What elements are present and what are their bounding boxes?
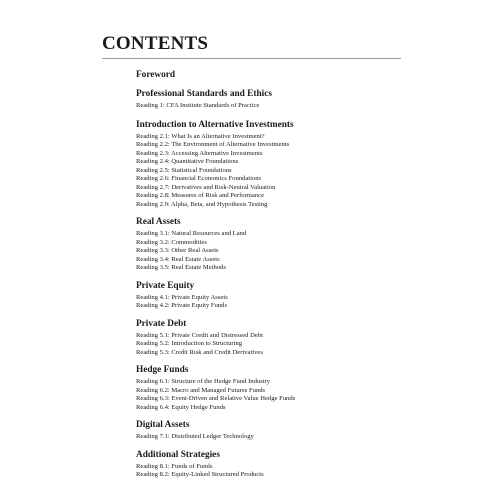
section-heading[interactable]: Additional Strategies <box>136 449 220 460</box>
reading-item[interactable]: Reading 6.2: Macro and Managed Futures Funds <box>136 386 266 394</box>
toc-section-additional-strategies <box>136 450 436 480</box>
section-heading[interactable]: Introduction to Alternative Investments <box>136 119 294 130</box>
toc-section-intro-alternative <box>136 120 436 210</box>
reading-item[interactable]: Reading 2.5: Statistical Foundations <box>136 166 232 174</box>
reading-item[interactable]: Reading 2.3: Accessing Alternative Investments <box>136 149 263 157</box>
reading-item[interactable]: Reading 3.1: Natural Resources and Land <box>136 230 247 237</box>
reading-item[interactable]: Reading 2.4: Quantitative Foundations <box>136 158 239 165</box>
toc-section-hedge-funds <box>136 365 436 412</box>
reading-item[interactable]: Reading 2.2: The Environment of Alternative Investments <box>136 141 290 148</box>
toc-section-private-debt <box>136 319 436 358</box>
reading-item[interactable]: Reading 5.3: Credit Risk and Credit Derivatives <box>136 348 263 356</box>
reading-item[interactable]: Reading 1: CFA Institute Standards of Practice <box>136 102 260 109</box>
reading-item[interactable]: Reading 4.1: Private Equity Assets <box>136 293 228 301</box>
section-heading[interactable]: Professional Standards and Ethics <box>136 89 272 99</box>
reading-item[interactable]: Reading 6.1: Structure of the Hedge Fund Industry <box>136 378 271 385</box>
table-of-contents <box>136 70 436 480</box>
page-title: CONTENTS <box>102 33 209 54</box>
reading-item[interactable]: Reading 2.7: Derivatives and Risk-Neutral Valuation <box>136 183 276 191</box>
reading-item[interactable]: Reading 4.2: Private Equity Funds <box>136 302 228 309</box>
toc-section-foreword <box>136 70 436 81</box>
title-divider <box>102 58 401 59</box>
toc-section-real-assets <box>136 217 436 273</box>
reading-item[interactable]: Reading 7.1: Distributed Ledger Technology <box>136 433 254 440</box>
section-heading[interactable]: Hedge Funds <box>136 365 189 375</box>
reading-item[interactable]: Reading 3.4: Real Estate Assets <box>136 255 220 263</box>
reading-item[interactable]: Reading 3.5: Real Estate Methods <box>136 264 226 271</box>
reading-item[interactable]: Reading 2.8: Measures of Risk and Performance <box>136 192 264 199</box>
reading-item[interactable]: Reading 8.2: Equity-Linked Structured Products <box>136 471 264 478</box>
reading-item[interactable]: Reading 3.3: Other Real Assets <box>136 247 219 254</box>
reading-item[interactable]: Reading 8.1: Funds of Funds <box>136 462 213 470</box>
reading-item[interactable]: Reading 6.3: Event-Driven and Relative Value Hedge Funds <box>136 395 296 402</box>
section-heading[interactable]: Private Debt <box>136 318 187 329</box>
reading-item[interactable]: Reading 2.6: Financial Economics Foundations <box>136 175 262 182</box>
reading-item[interactable]: Reading 2.1: What Is an Alternative Investment? <box>136 132 265 140</box>
reading-item[interactable]: Reading 2.9: Alpha, Beta, and Hypothesis Testing <box>136 200 268 208</box>
section-heading[interactable]: Foreword <box>136 70 176 80</box>
section-heading[interactable]: Digital Assets <box>136 420 190 430</box>
reading-item[interactable]: Reading 6.4: Equity Hedge Funds <box>136 403 226 411</box>
toc-section-digital-assets <box>136 420 436 442</box>
section-heading[interactable]: Real Assets <box>136 217 181 227</box>
reading-item[interactable]: Reading 5.2: Introduction to Structuring <box>136 340 243 347</box>
reading-item[interactable]: Reading 5.1: Private Credit and Distressed Debt <box>136 331 263 339</box>
toc-section-professional-standards <box>136 89 436 111</box>
section-heading[interactable]: Private Equity <box>136 280 195 291</box>
reading-item[interactable]: Reading 3.2: Commodities <box>136 238 207 246</box>
toc-section-private-equity <box>136 281 436 311</box>
